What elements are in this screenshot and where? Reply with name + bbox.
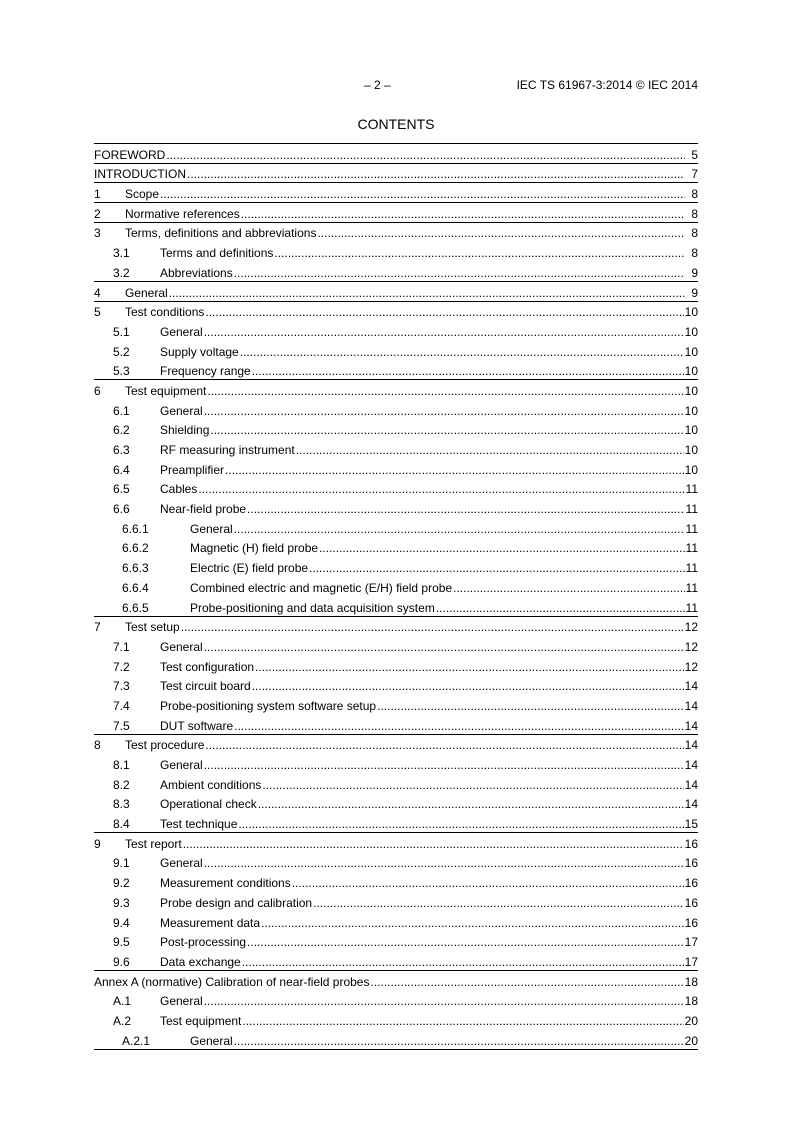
toc-entry-page: 18 xyxy=(684,994,698,1009)
toc-entry-number: 6.6.2 xyxy=(122,541,149,556)
toc-entry[interactable] xyxy=(94,812,698,832)
toc-entry-title: Frequency range xyxy=(160,364,251,379)
toc-entry-number: 9.3 xyxy=(113,895,130,910)
toc-entry-title: Magnetic (H) field probe xyxy=(190,541,319,556)
toc-entry-page: 14 xyxy=(684,797,698,812)
toc-entry-page: 11 xyxy=(685,502,698,517)
toc-entry[interactable] xyxy=(94,891,698,911)
dot-leader xyxy=(274,246,685,260)
dot-leader xyxy=(234,522,685,536)
dot-leader xyxy=(204,325,684,339)
toc-entry-title: Combined electric and magnetic (E/H) field probe xyxy=(190,580,453,595)
toc-entry-number: 6.1 xyxy=(113,403,130,418)
toc-entry-page: 17 xyxy=(684,954,698,969)
toc-entry-number: 6.6.5 xyxy=(122,600,149,615)
toc-entry-page: 15 xyxy=(684,817,698,832)
toc-entry-number: 6.3 xyxy=(113,443,130,457)
toc-entry-page: 11 xyxy=(685,541,698,556)
toc-entry-page: 16 xyxy=(684,876,698,891)
dot-leader xyxy=(166,148,685,162)
toc-entry[interactable] xyxy=(94,438,698,458)
toc-entry-number: 5.3 xyxy=(113,364,130,379)
toc-entry-title: Probe-positioning and data acquisition system xyxy=(190,600,435,615)
dot-leader xyxy=(234,1034,684,1048)
toc-entry[interactable] xyxy=(94,517,698,537)
toc-entry-page: 12 xyxy=(684,639,698,654)
dot-leader xyxy=(255,660,684,674)
toc-entry-title: Data exchange xyxy=(160,954,241,969)
toc-entry-page: 14 xyxy=(684,777,698,792)
toc-entry[interactable] xyxy=(94,478,698,498)
toc-entry-page: 10 xyxy=(684,305,698,320)
toc-entry-title: Ambient conditions xyxy=(160,777,262,792)
toc-entry-page: 10 xyxy=(684,324,698,339)
toc-entry-number: 7.4 xyxy=(113,698,130,713)
toc-entry[interactable] xyxy=(94,360,698,380)
toc-entry[interactable] xyxy=(94,301,698,321)
toc-entry-number: 6 xyxy=(94,383,101,398)
toc-entry-number: 8 xyxy=(94,738,101,753)
toc-entry[interactable] xyxy=(94,616,698,636)
toc-entry-page: 12 xyxy=(684,620,698,635)
toc-entry-title: Preamplifier xyxy=(160,462,225,477)
toc-entry-page: 20 xyxy=(684,1013,698,1028)
toc-entry-page: 16 xyxy=(684,836,698,851)
dot-leader xyxy=(225,463,684,477)
toc-entry-page: 18 xyxy=(684,974,698,989)
toc-entry[interactable] xyxy=(94,340,698,360)
toc-entry-number: 5.2 xyxy=(113,344,130,359)
dot-leader xyxy=(252,679,684,693)
dot-leader xyxy=(205,305,683,319)
toc-entry-title: Near-field probe xyxy=(160,502,247,517)
dot-leader xyxy=(319,541,684,555)
toc-entry-page: 7 xyxy=(691,167,698,182)
toc-entry-title: Test setup xyxy=(125,620,180,635)
toc-entry-title: General xyxy=(160,403,203,418)
toc-entry-title: Measurement data xyxy=(160,915,261,930)
toc-entry-page: 14 xyxy=(684,718,698,733)
dot-leader xyxy=(313,896,684,910)
toc-entry-title: Operational check xyxy=(160,797,257,812)
toc-entry-number: 6.6.4 xyxy=(122,580,149,595)
toc-entry-title: Post-processing xyxy=(160,935,247,950)
toc-entry[interactable] xyxy=(94,379,698,399)
toc-entry-page: 11 xyxy=(685,482,698,497)
toc-entry[interactable] xyxy=(94,911,698,931)
dot-leader xyxy=(261,916,684,930)
toc-entry-page: 20 xyxy=(684,1033,698,1048)
toc-entry[interactable] xyxy=(94,852,698,872)
dot-leader xyxy=(234,266,685,280)
toc-entry-title: Test procedure xyxy=(125,738,205,753)
toc-entry-title: Test equipment xyxy=(160,1013,242,1028)
toc-entry-title: Probe design and calibration xyxy=(160,895,313,910)
toc-entry[interactable] xyxy=(94,182,698,202)
dot-leader xyxy=(238,817,683,831)
toc-entry[interactable] xyxy=(94,497,698,517)
toc-entry-page: 10 xyxy=(684,423,698,438)
dot-leader xyxy=(262,778,683,792)
toc-entry-number: 7.3 xyxy=(113,679,130,694)
dot-leader xyxy=(198,482,684,496)
toc-entry-number: 9.5 xyxy=(113,935,130,950)
toc-entry-page: 16 xyxy=(684,915,698,930)
toc-entry-page: 11 xyxy=(685,600,698,615)
toc-entry[interactable] xyxy=(94,635,698,655)
toc-entry-number: 7.1 xyxy=(113,639,130,654)
toc-entry[interactable] xyxy=(94,419,698,439)
toc-entry-number: 3 xyxy=(94,226,101,241)
toc-entry[interactable] xyxy=(94,871,698,891)
toc-entry-title: Measurement conditions xyxy=(160,876,291,891)
toc-entry-title: Supply voltage xyxy=(160,344,239,359)
toc-entry-number: 4 xyxy=(94,285,101,300)
dot-leader xyxy=(183,837,684,851)
toc-entry[interactable] xyxy=(94,576,698,596)
dot-leader xyxy=(247,502,684,516)
toc-entry-page: 14 xyxy=(684,758,698,772)
toc-entry-title: General xyxy=(160,639,203,654)
toc-entry-page: 8 xyxy=(691,206,698,221)
dot-leader xyxy=(252,364,684,378)
toc-entry-title: Test report xyxy=(125,836,182,851)
toc-entry[interactable] xyxy=(94,537,698,557)
dot-leader xyxy=(187,167,685,181)
toc-entry-title: DUT software xyxy=(160,718,234,733)
toc-entry[interactable] xyxy=(94,734,698,754)
toc-entry-title: INTRODUCTION xyxy=(94,167,186,182)
toc-entry-page: 11 xyxy=(685,561,698,576)
toc-entry-page: 8 xyxy=(691,246,698,261)
toc-entry-page: 14 xyxy=(684,738,698,753)
toc-entry-title: Test configuration xyxy=(160,659,255,674)
toc-entry[interactable] xyxy=(94,163,698,183)
toc-entry[interactable] xyxy=(94,753,698,773)
toc-entry[interactable] xyxy=(94,320,698,340)
toc-entry-page: 5 xyxy=(691,147,698,162)
dot-leader xyxy=(204,640,684,654)
page-title: CONTENTS xyxy=(357,116,435,132)
toc-entry-title: General xyxy=(190,521,233,536)
toc-entry[interactable] xyxy=(94,970,698,990)
toc-entry-title: Probe-positioning system software setup xyxy=(160,698,377,713)
dot-leader xyxy=(292,876,684,890)
dot-leader xyxy=(242,1014,683,1028)
toc-entry[interactable] xyxy=(94,596,698,616)
toc-entry-number: 2 xyxy=(94,206,101,221)
toc-entry-number: 9.1 xyxy=(113,856,130,871)
toc-entry-number: 1 xyxy=(94,187,101,202)
toc-entry-number: A.1 xyxy=(113,994,132,1009)
toc-entry[interactable] xyxy=(94,1009,698,1029)
dot-leader xyxy=(317,226,685,240)
dot-leader xyxy=(247,935,684,949)
toc-entry-title: General xyxy=(190,1033,233,1048)
dot-leader xyxy=(258,797,684,811)
toc-entry-title: RF measuring instrument xyxy=(160,443,295,457)
toc-entry-number: 9.6 xyxy=(113,954,130,969)
dot-leader xyxy=(181,620,684,634)
toc-entry-number: 9 xyxy=(94,836,101,851)
toc-entry-page: 9 xyxy=(691,285,698,300)
toc-entry-number: 6.5 xyxy=(113,482,130,497)
toc-entry-number: 3.2 xyxy=(113,265,130,280)
toc-entry-title: General xyxy=(160,994,203,1009)
toc-entry[interactable] xyxy=(94,1029,698,1049)
toc-entry-title: Cables xyxy=(160,482,198,497)
toc-entry-title: Terms, definitions and abbreviations xyxy=(125,226,317,241)
dot-leader xyxy=(453,581,684,595)
toc-entry[interactable] xyxy=(94,931,698,951)
toc-entry-page: 16 xyxy=(684,895,698,910)
toc-entry-number: 9.4 xyxy=(113,915,130,930)
dot-leader xyxy=(377,699,684,713)
toc-entry-number: 6.6.1 xyxy=(122,521,149,536)
toc-entry-title: Electric (E) field probe xyxy=(190,561,309,576)
dot-leader xyxy=(205,738,683,752)
toc-entry-title: Abbreviations xyxy=(160,265,233,280)
toc-entry[interactable] xyxy=(94,773,698,793)
toc-entry[interactable] xyxy=(94,281,698,301)
toc-entry-page: 8 xyxy=(691,187,698,202)
dot-leader xyxy=(242,955,684,969)
toc-entry[interactable] xyxy=(94,241,698,261)
toc-entry[interactable] xyxy=(94,458,698,478)
toc-entry[interactable] xyxy=(94,832,698,852)
dot-leader xyxy=(207,384,683,398)
toc-entry-number: 9.2 xyxy=(113,876,130,891)
toc-entry-title: Scope xyxy=(125,187,160,202)
toc-entry[interactable] xyxy=(94,556,698,576)
toc-entry-page: 14 xyxy=(684,679,698,694)
dot-leader xyxy=(169,286,685,300)
toc-entry-title: FOREWORD xyxy=(94,147,166,162)
toc-entry[interactable] xyxy=(94,143,698,163)
toc-entry-number: 8.4 xyxy=(113,817,130,832)
dot-leader xyxy=(160,187,685,201)
dot-leader xyxy=(296,443,684,457)
page-header xyxy=(94,77,698,93)
table-of-contents xyxy=(94,143,698,1050)
dot-leader xyxy=(204,758,684,772)
toc-entry-number: 6.2 xyxy=(113,423,130,438)
toc-entry-title: Test equipment xyxy=(125,383,207,398)
dot-leader xyxy=(240,345,684,359)
toc-entry-title: Annex A (normative) Calibration of near-field probes xyxy=(94,974,370,989)
document-id: IEC TS 61967-3:2014 © IEC 2014 xyxy=(516,78,698,92)
toc-entry-page: 11 xyxy=(685,580,698,595)
dot-leader xyxy=(370,975,683,989)
dot-leader xyxy=(204,994,684,1008)
toc-entry-page: 14 xyxy=(684,698,698,713)
toc-entry[interactable] xyxy=(94,675,698,695)
dot-leader xyxy=(309,561,684,575)
toc-entry-page: 10 xyxy=(684,383,698,398)
toc-entry[interactable] xyxy=(94,202,698,222)
toc-entry[interactable] xyxy=(94,990,698,1010)
toc-entry-title: Terms and definitions xyxy=(160,246,274,261)
toc-entry-title: General xyxy=(160,856,203,871)
toc-entry[interactable] xyxy=(94,793,698,813)
toc-entry-title: General xyxy=(160,758,203,772)
toc-entry-title: General xyxy=(160,324,203,339)
toc-entry-page: 10 xyxy=(684,462,698,477)
toc-entry-title: Shielding xyxy=(160,423,210,438)
toc-entry-number: 8.1 xyxy=(113,758,130,772)
toc-entry-number: 7 xyxy=(94,620,101,635)
dot-leader xyxy=(204,856,684,870)
dot-leader xyxy=(436,601,685,615)
toc-entry-title: Test conditions xyxy=(125,305,205,320)
toc-entry-page: 17 xyxy=(684,935,698,950)
toc-entry-number: 6.6.3 xyxy=(122,561,149,576)
toc-entry-title: Normative references xyxy=(125,206,240,221)
toc-entry-number: 6.6 xyxy=(113,502,130,517)
toc-entry-number: 3.1 xyxy=(113,246,130,261)
toc-entry-page: 10 xyxy=(684,443,698,457)
toc-entry-number: 8.2 xyxy=(113,777,130,792)
toc-entry-number: 5.1 xyxy=(113,324,130,339)
toc-entry-number: 7.2 xyxy=(113,659,130,674)
toc-entry-title: General xyxy=(125,285,168,300)
toc-entry-page: 8 xyxy=(691,226,698,241)
toc-entry-page: 11 xyxy=(685,521,698,536)
toc-entry[interactable] xyxy=(94,261,698,281)
toc-entry-number: 5 xyxy=(94,305,101,320)
toc-entry-number: A.2 xyxy=(113,1013,132,1028)
toc-entry-page: 12 xyxy=(684,659,698,674)
toc-entry-number: 8.3 xyxy=(113,797,130,812)
toc-entry-page: 10 xyxy=(684,344,698,359)
toc-entry[interactable] xyxy=(94,399,698,419)
page-number: – 2 – xyxy=(364,78,391,92)
toc-entry-number: A.2.1 xyxy=(122,1033,151,1048)
toc-entry-number: 6.4 xyxy=(113,462,130,477)
toc-entry-page: 9 xyxy=(691,265,698,280)
toc-entry-title: Test technique xyxy=(160,817,238,832)
toc-entry-number: 7.5 xyxy=(113,718,130,733)
dot-leader xyxy=(234,719,684,733)
toc-entry[interactable] xyxy=(94,714,698,734)
dot-leader xyxy=(241,207,685,221)
dot-leader xyxy=(210,423,683,437)
toc-entry-page: 10 xyxy=(684,364,698,379)
toc-entry-page: 10 xyxy=(684,403,698,418)
dot-leader xyxy=(204,404,684,418)
toc-entry[interactable] xyxy=(94,950,698,970)
toc-entry[interactable] xyxy=(94,694,698,714)
toc-entry-page: 16 xyxy=(684,856,698,871)
toc-entry[interactable] xyxy=(94,655,698,675)
toc-entry[interactable] xyxy=(94,222,698,242)
toc-entry-title: Test circuit board xyxy=(160,679,251,694)
